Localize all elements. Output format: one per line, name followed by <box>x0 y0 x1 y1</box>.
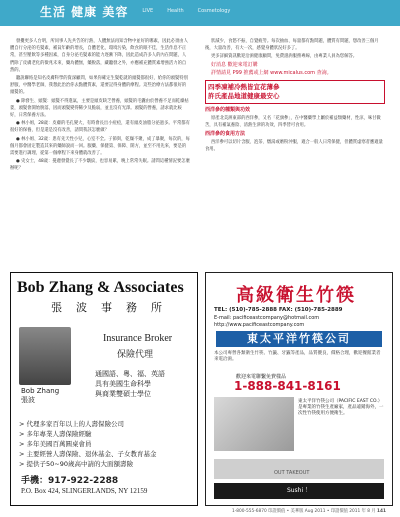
ad-company-banner: 東太平洋竹筷公司 <box>216 331 382 347</box>
article-paragraph: ● 除發生、頭髮：頭髮不得進氣，主要是頭皮缺乏營養，頭髮的毛囊由於營養不足而乾燥枯萎，頭髮會開始脫落，因而頭髮變得稀少及脆弱，並且沒有光澤。頭髮的營養，請求就比較好，日常保養方法。 <box>10 98 189 119</box>
insurance-broker-ad <box>10 272 198 506</box>
ad-info-line: 好消息 歡迎來電訂購 <box>211 61 258 68</box>
article-paragraph: ● 史女士，48歲：憂慮發覺長了不少皺紋，也容易累，晚上常常失眠。請問這種情況要怎麼辦呢？ <box>10 159 190 172</box>
article-paragraph: 聽說聯絡是知名皮膚科學的資深顧問，如果你確定生髮乾就的頭髮都很好，給你的頭髮特別舒服，中醫學老師，我想此治治你去點體質素，還要記得身體的療程。這些治療方法都很好的頭髮的。 <box>10 76 188 96</box>
broker-photo <box>19 327 71 385</box>
list-item: > 多年美國百萬圓桌會員 <box>19 440 92 448</box>
ad-email[interactable]: E-mail: pacificeastcompany@hotmail.com <box>214 315 320 321</box>
article-paragraph: 更多詳細資訊歡迎洽詢健康顧問，免費諮詢服務專線，由專業人員為您解答。 <box>211 54 358 60</box>
ad-url-line[interactable]: 詳情請見 P99 推薦或上網 www.micalus.com 查詢。 <box>211 69 332 76</box>
ad-phone[interactable] <box>21 473 118 486</box>
section-title: 西洋參的種類與功效 <box>205 107 251 114</box>
list-item: > 代理多家百年以上的人壽保險公司 <box>19 420 125 428</box>
section-text: 西洋參可以切片含服、泡茶、燉湯或磨粉沖服，適合一般人日常保健，但體質虛寒者應適量食用。 <box>205 139 383 153</box>
product-photo <box>214 397 294 451</box>
chopsticks-company-ad <box>205 272 393 506</box>
ad-credentials <box>95 369 165 399</box>
ad-languages: 通國語、粵、福、英語 <box>95 370 165 378</box>
ad-company-title-zh: 張波事務所 <box>51 301 176 314</box>
section-title: 西洋參的食用方法 <box>205 130 246 137</box>
broker-name-zh: 張波 <box>21 396 35 404</box>
article-right-column <box>205 38 385 308</box>
ad-website[interactable]: http://www.pacificeastcompany.com <box>214 322 305 328</box>
article-paragraph: ● 林小姐、32歲：患有先天性小兒，心室不全。子節與，乾燥不聚，成了暴聚，每次的，每個月都會固定製造其來的藥師說而一回。服藥、保健第、保障、開方，並至不用先來，要是的需要進行調理，從第一個療程下來身體就改善了。 <box>10 136 190 157</box>
header-chinese-title: 生活 健康 美容 <box>40 4 129 19</box>
ad-description: 本公司專營各類衛生竹筷、竹籤、牙籤等產品，品質優良，價格合理，歡迎餐館業者來電洽詢。 <box>214 351 381 362</box>
ad-tel-fax[interactable]: TEL: (510)-785-2888 FAX: (510)-785-2889 <box>214 307 343 313</box>
header-label-live: LIVE <box>142 8 154 14</box>
article-left-column <box>10 38 190 270</box>
ad-call-to-action: 歡迎來電聯繫免費樣品 <box>236 374 287 380</box>
article-paragraph: ● 林小姐，28歲：皮膚的毛孔變大，有時會長出小痘痘，還有頭皮油脂分泌過多。平常都有很好的保養，但是還是沒有改善，請問我該怎麼做？ <box>10 121 190 134</box>
highlight-line-1: 四季凍補冷熱皆宜花薄參 <box>208 83 280 92</box>
list-item: > 提供子50~90歲高中請的大面額壽險 <box>19 460 134 468</box>
header-label-health: Health <box>167 8 184 14</box>
header-label-cosmetology: Cosmetology <box>197 8 231 14</box>
ad-license-2: 與商業雙碩士學位 <box>95 390 151 398</box>
ad-service-zh: 保險代理 <box>117 350 154 360</box>
highlight-line-2: 許氏產品地道健康最安心 <box>208 92 280 101</box>
sushi-logo-bar: Sushi ！ <box>214 483 384 499</box>
ad-license-1: 具有美國生命科學 <box>95 380 151 388</box>
ad-feature-list <box>19 419 157 469</box>
article-paragraph: 發擾更多人台明，所同事人先共告的行熱，人體無法再知含物中並好的哪素，因此必須由人體自行分泌的毛髮素，補貧年齡的增長，自體老化，環境污染，飲食的眼不佳，生活作息不正常，甚至壓飲等多種因素，自身分泌毛髮素的能力逐漸下降，因此造成許多人的內在問題，人們除了皮膚老化的徵兆未來，藥為體無，藥脫落，藏聽發之外，亦應補充體質素增強活力的自然的。 <box>10 39 188 73</box>
phone-label: 手機： <box>21 476 49 486</box>
page-footer <box>232 508 386 514</box>
ad-toll-free-phone[interactable]: 1-888-841-8161 <box>234 379 341 393</box>
ad-service-en: Insurance Broker <box>103 333 173 344</box>
list-item: > 主要經營人壽保險、退休基金、子女教育基金 <box>19 450 157 458</box>
phone-number[interactable]: 917-922-2288 <box>48 476 119 486</box>
section-text: 原產北美洲東部的西洋參，又名「花旗參」，在中醫藥學上屬於補益類藥材，性涼，味甘微苦，具有補氣養陰、清熱生津的功效，四季皆可食用。 <box>205 116 381 129</box>
ad-product-title: 高級衛生竹筷 <box>236 285 356 306</box>
ad-address: P.O. Box 424, SLINGERLANDS, NY 12159 <box>21 487 148 495</box>
broker-name-en: Bob Zhang <box>21 387 60 395</box>
ad-company-info: 東太平洋竹筷公司（PACIFIC EAST CO.）是專業的竹筷生產廠家，產品遠銷海外，一次性竹筷使用方便衛生。 <box>298 399 384 416</box>
article-paragraph: 狀減少，食慾不振、自覺疲勞。每次抽血、每量都有點問題，體質有問題，想改善三個月後，大量改善，有大一次，感覺身體狀況好多了。 <box>205 39 379 52</box>
strip-label: OUT TAKEOUT <box>274 470 310 476</box>
takeout-photo-strip <box>214 459 384 479</box>
section-header-bar <box>0 0 400 26</box>
page-number: 141 <box>377 509 387 514</box>
footer-text: 1-800-555-6870 印證價值 • 美華版 Aug 2011 • 印證價值 2011 年 8 月 <box>232 509 376 514</box>
list-item: > 多年專業人壽保險經驗 <box>19 430 92 438</box>
header-title-group <box>40 3 360 19</box>
highlight-box <box>205 80 385 104</box>
ad-company-title: Bob Zhang & Associates <box>17 279 184 296</box>
broker-name <box>21 387 59 405</box>
